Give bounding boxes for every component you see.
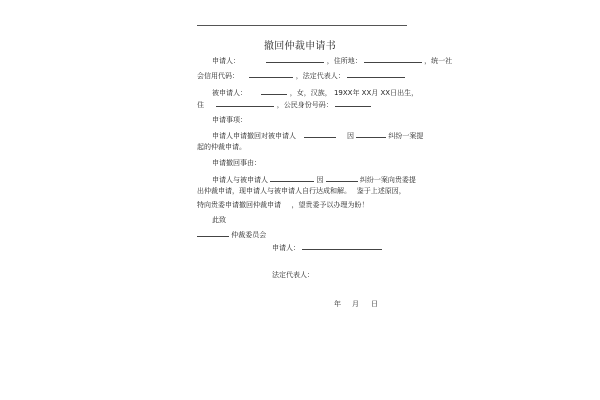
respondent-gender: ，女，汉族， (289, 89, 332, 97)
date-day: 日 (371, 300, 378, 308)
reasons-dispute-blank[interactable] (326, 174, 358, 182)
reasons-line-2: 出仲裁申请，现申请人与被申请人自行达成和解。 鉴于上述原因， (197, 187, 406, 195)
date-month: 月 (352, 300, 359, 308)
applicant-line (212, 55, 452, 66)
reasons-respondent-blank[interactable] (270, 174, 314, 182)
committee-line (197, 229, 266, 240)
reasons-text-e: ，望贵委予以办理为盼！ (291, 201, 369, 209)
credit-code-line-end: ，统一社 (424, 57, 453, 65)
reasons-heading: 申请撤回事由： (212, 159, 261, 167)
signature-applicant-line (272, 242, 382, 253)
committee-text: 仲裁委员会 (231, 231, 267, 239)
reasons-line-1 (212, 174, 416, 185)
respondent-name-blank[interactable] (261, 87, 287, 95)
credit-code-label: 会信用代码： (197, 72, 239, 80)
address-line (197, 99, 371, 110)
document-title: 撤回仲裁申请书 (263, 41, 337, 52)
id-blank[interactable] (335, 99, 371, 107)
month-char: 月 (371, 89, 379, 97)
birth-day: XX (380, 89, 391, 97)
top-rule (197, 25, 407, 26)
reasons-text-b: 因 (316, 176, 324, 184)
matters-text-a: 申请人申请撤回对被申请人 (212, 132, 296, 140)
credit-code-blank[interactable] (249, 70, 293, 78)
born-text: 日出生， (390, 89, 419, 97)
address-blank[interactable] (216, 99, 274, 107)
matters-line-1 (212, 130, 423, 141)
birth-year: 19XX (333, 89, 353, 97)
legal-rep-label: ，法定代表人： (295, 72, 345, 80)
applicant-label: 申请人： (212, 57, 240, 65)
matters-text-c: 纠纷一案提 (388, 132, 424, 140)
domicile-label: ，住所地： (326, 57, 362, 65)
matters-heading: 申请事项： (212, 116, 247, 124)
signature-applicant-label: 申请人： (272, 244, 300, 252)
matters-respondent-blank[interactable] (304, 130, 336, 138)
matters-line-2: 起的仲裁申请。 (197, 143, 246, 151)
committee-name-blank[interactable] (197, 229, 229, 237)
reasons-text-c: 纠纷一案向贵委提 (359, 176, 416, 184)
respondent-line (212, 87, 418, 98)
date-year: 年 (334, 300, 341, 308)
salutation: 此致 (212, 216, 226, 224)
respondent-label: 被申请人： (212, 89, 247, 97)
id-label: ，公民身份号码： (276, 101, 333, 109)
matters-text-b: 因 (346, 132, 354, 140)
applicant-name-blank[interactable] (266, 55, 324, 63)
matters-dispute-blank[interactable] (356, 130, 386, 138)
credit-code-line (197, 70, 405, 81)
year-char: 年 (352, 89, 360, 97)
reasons-text-d: 特向贵委申请撤回仲裁申请 (197, 201, 281, 209)
legal-rep-blank[interactable] (347, 70, 405, 78)
domicile-blank[interactable] (364, 55, 422, 63)
address-label: 住 (197, 101, 204, 109)
signature-applicant-blank[interactable] (302, 242, 382, 250)
reasons-line-3 (197, 201, 368, 210)
signature-legal-rep-label: 法定代表人： (272, 271, 314, 279)
reasons-text-a: 申请人与被申请人 (212, 176, 268, 184)
birth-month: XX (361, 89, 372, 97)
